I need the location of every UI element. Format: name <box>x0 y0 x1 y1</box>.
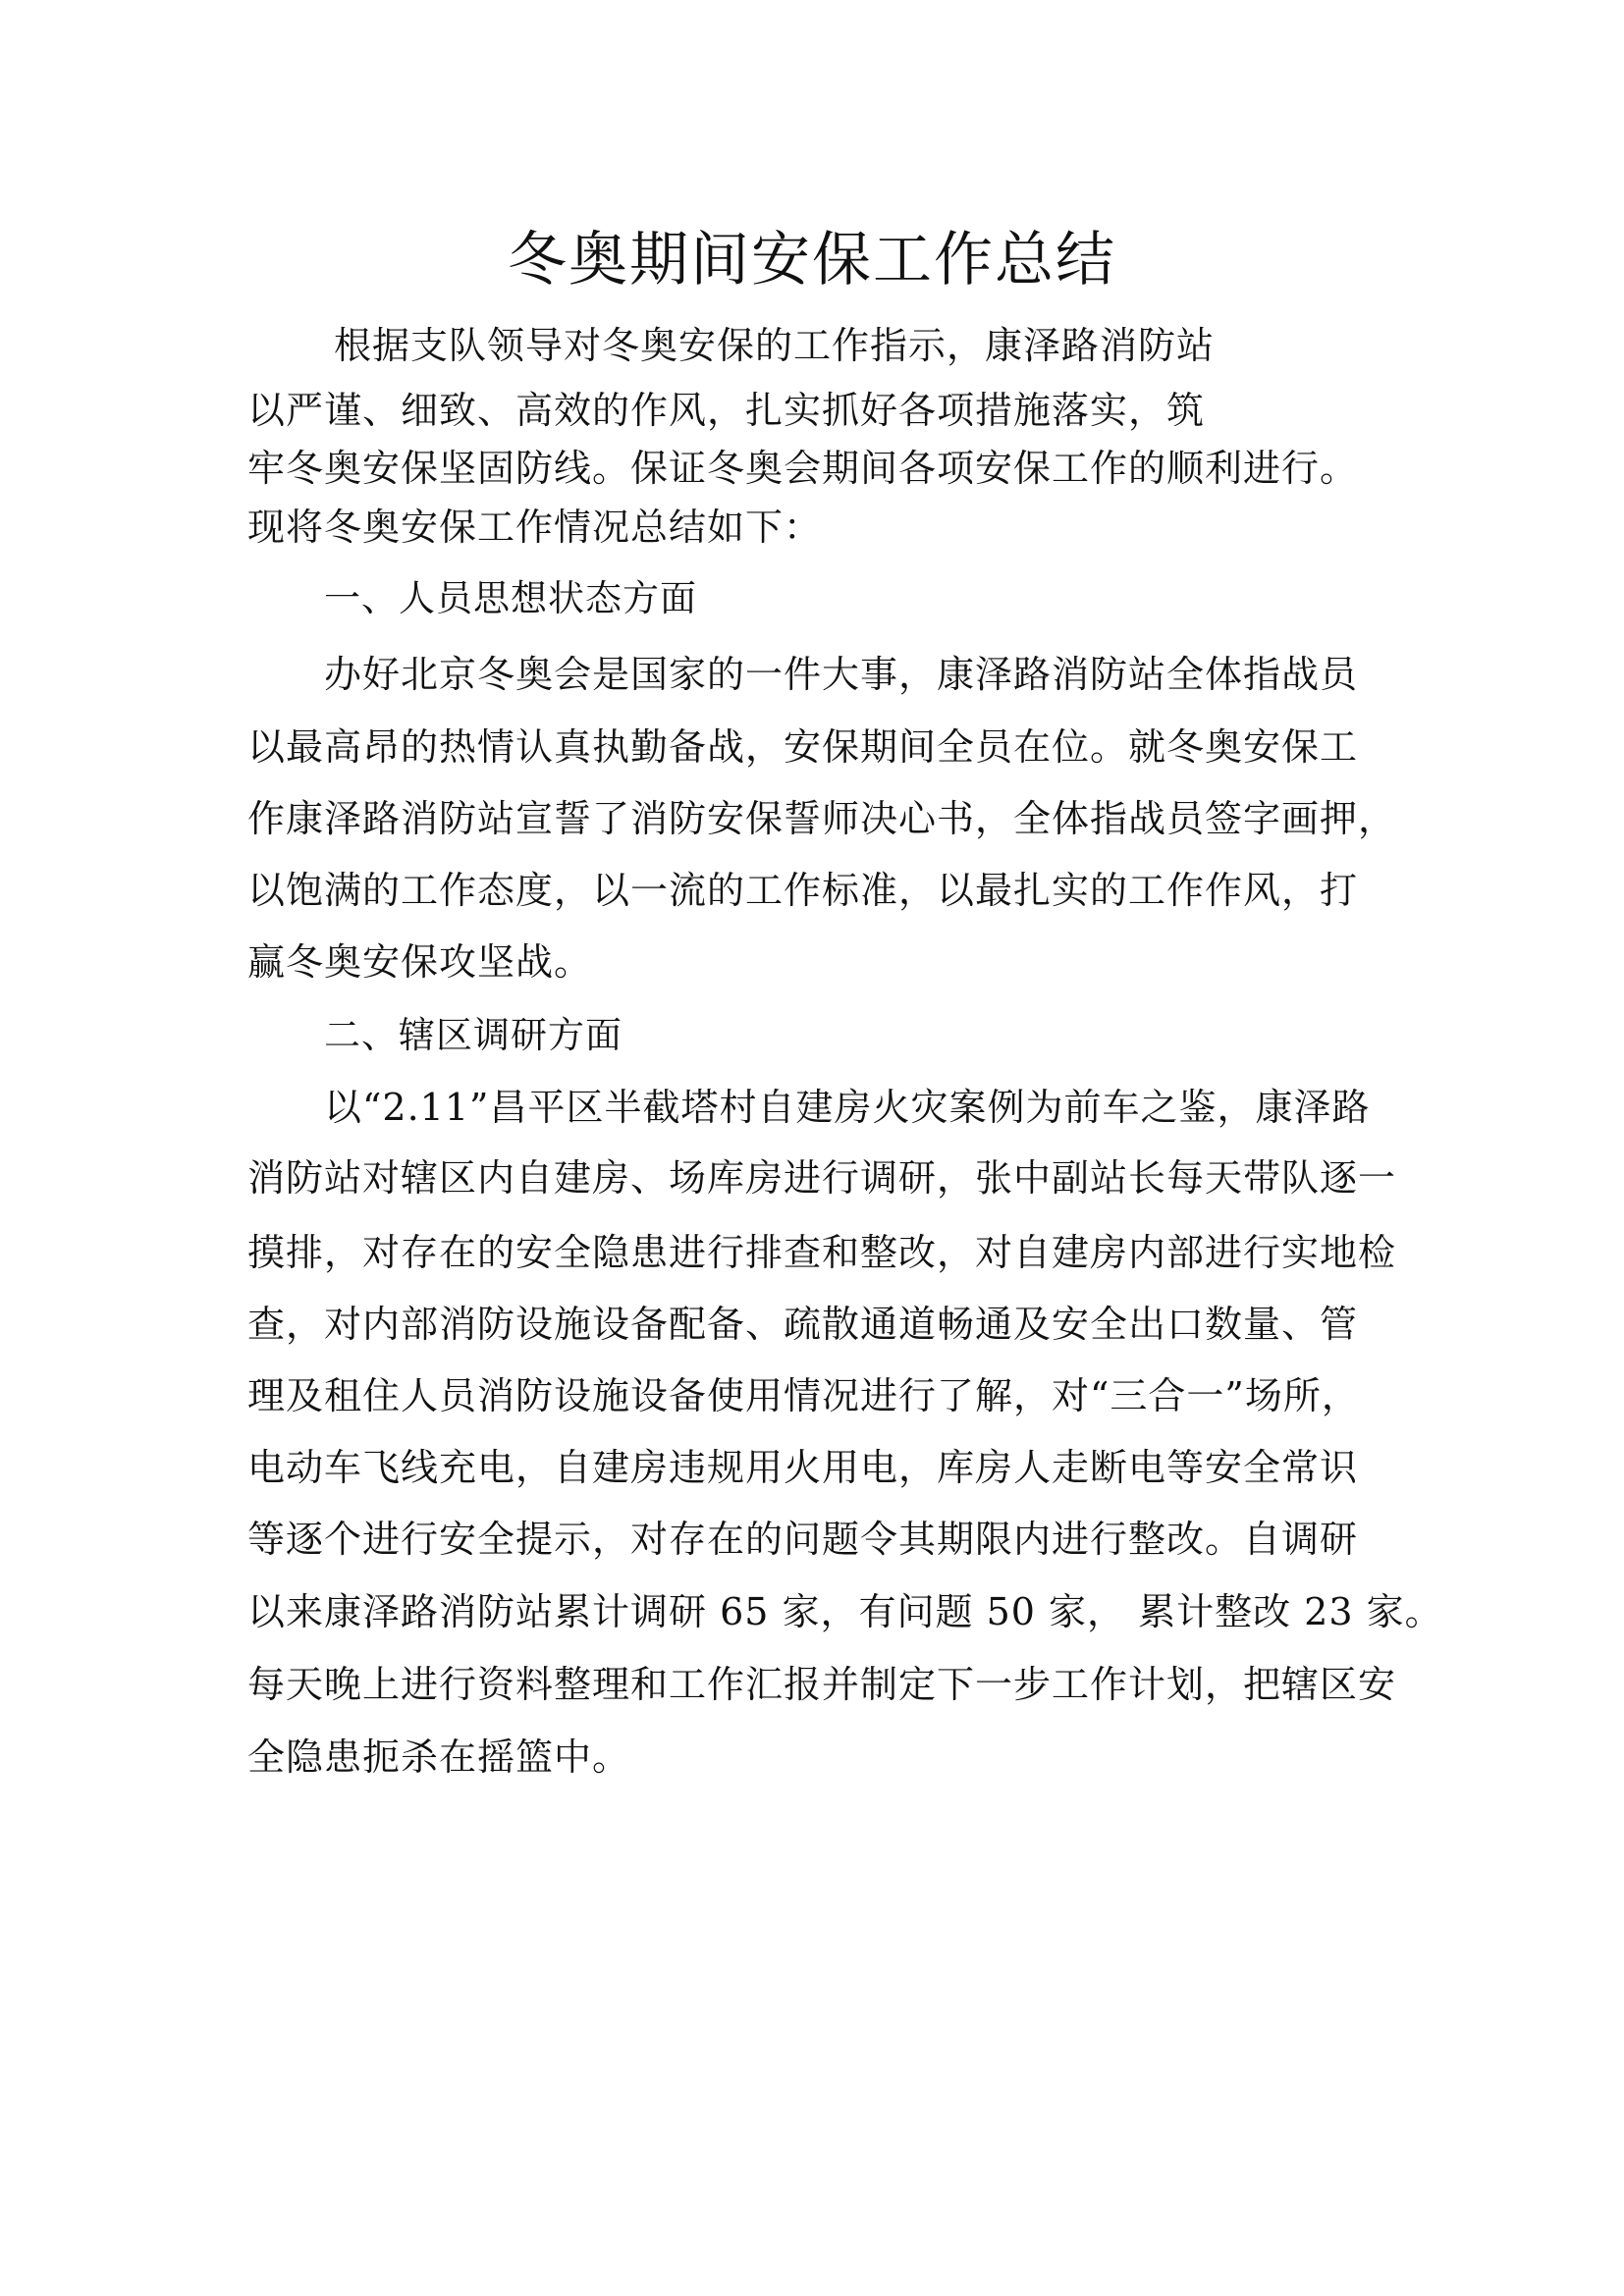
section-2-line: 理及租住人员消防设施设备使用情况进行了解，对“三合一”场所， <box>247 1374 1360 1417</box>
section-heading-district-survey: 二、辖区调研方面 <box>324 1014 623 1056</box>
section-2-line: 电动车飞线充电，自建房违规用火用电，库房人走断电等安全常识 <box>247 1446 1359 1489</box>
section-2-line: 摸排，对存在的安全隐患进行排查和整改，对自建房内部进行实地检 <box>247 1231 1397 1274</box>
section-1-line: 以饱满的工作态度，以一流的工作标准，以最扎实的工作作风，打 <box>247 869 1359 912</box>
section-2-line: 每天晚上进行资料整理和工作汇报并制定下一步工作计划，把辖区安 <box>247 1663 1397 1706</box>
intro-line: 牢冬奥安保坚固防线。保证冬奥会期间各项安保工作的顺利进行。 <box>247 447 1359 490</box>
section-1-line: 作康泽路消防站宣誓了消防安保誓师决心书，全体指战员签字画押， <box>247 797 1397 840</box>
section-2-line: 消防站对辖区内自建房、场库房进行调研，张中副站长每天带队逐一 <box>247 1156 1397 1200</box>
section-2-line: 查，对内部消防设施设备配备、疏散通道畅通及安全出口数量、管 <box>247 1303 1359 1346</box>
section-1-line: 以最高昂的热情认真执勤备战，安保期间全员在位。就冬奥安保工 <box>247 725 1359 769</box>
section-2-line: 全隐患扼杀在摇篮中。 <box>247 1735 631 1779</box>
section-2-line-statistics: 以来康泽路消防站累计调研 65 家，有问题 50 家， 累计整改 23 家。 <box>247 1590 1443 1633</box>
section-1-line: 办好北京冬奥会是国家的一件大事，康泽路消防站全体指战员 <box>324 653 1359 696</box>
section-1-line: 赢冬奥安保攻坚战。 <box>247 940 593 984</box>
intro-line: 根据支队领导对冬奥安保的工作指示，康泽路消防站 <box>334 324 1216 367</box>
section-2-line: 以“2.11”昌平区半截塔村自建房火灾案例为前车之鉴，康泽路 <box>324 1086 1371 1129</box>
intro-line: 以严谨、细致、高效的作风，扎实抓好各项措施落实，筑 <box>247 389 1206 432</box>
section-heading-personnel: 一、人员思想状态方面 <box>324 577 697 619</box>
intro-line: 现将冬奥安保工作情况总结如下： <box>247 506 823 549</box>
document-title: 冬奥期间安保工作总结 <box>508 226 1116 294</box>
section-2-line: 等逐个进行安全提示，对存在的问题令其期限内进行整改。自调研 <box>247 1518 1359 1561</box>
